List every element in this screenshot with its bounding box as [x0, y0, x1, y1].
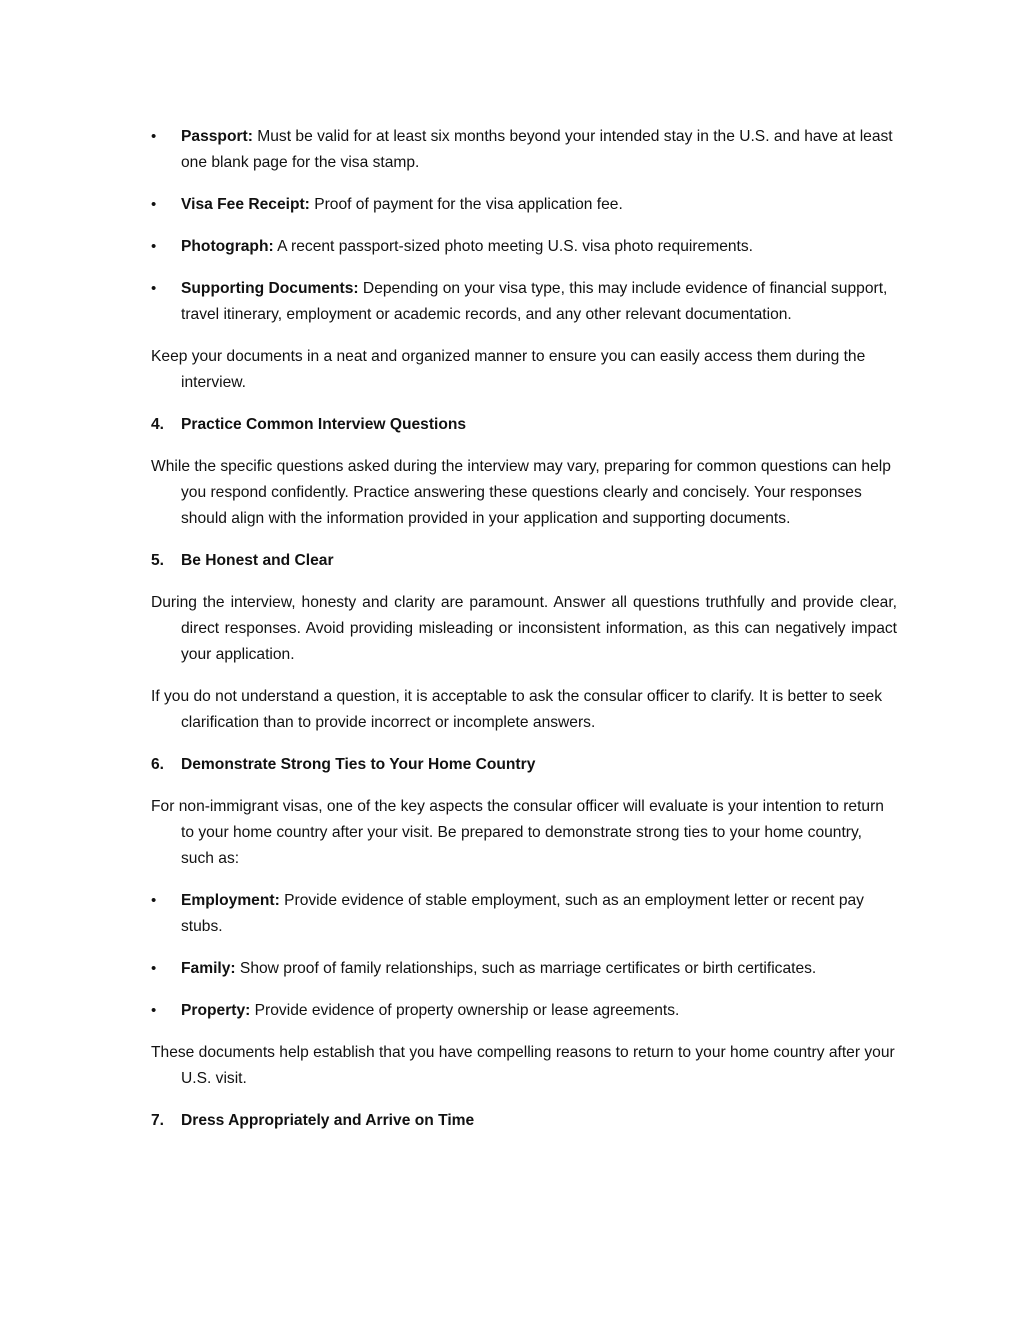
paragraph-keep-documents: Keep your documents in a neat and organized manner to ensure you can easily access them during the interview.: [151, 348, 866, 391]
bullet-term: Passport:: [181, 128, 253, 145]
bullet-item-visa-fee: [151, 192, 897, 218]
bullet-text: Depending on your visa type, this may include evidence of financial support, travel itinerary, employment or academic records, and any other relevant documentation.: [181, 280, 888, 323]
section-heading-4: [151, 412, 897, 438]
bullet-item-family: [151, 956, 897, 982]
bullet-dot: •: [151, 238, 157, 255]
bullet-dot: •: [151, 128, 157, 145]
bullet-text: Provide evidence of property ownership or lease agreements.: [250, 1002, 680, 1019]
bullet-text: Proof of payment for the visa application fee.: [309, 196, 623, 213]
bullet-term: Visa Fee Receipt:: [181, 196, 310, 213]
bullet-term: Employment:: [181, 892, 280, 909]
bullet-item-property: [151, 998, 897, 1024]
bullet-dot: •: [151, 196, 157, 213]
section-title: Be Honest and Clear: [181, 552, 334, 569]
paragraph-section-5a: During the interview, honesty and clarity are paramount. Answer all questions truthfully and provide clear, direct responses. Avoid providing misleading or inconsistent information, as this can negatively impact your application.: [151, 594, 897, 663]
section-heading-7: [151, 1108, 897, 1134]
bullet-item-photograph: [151, 234, 897, 260]
section-title: Demonstrate Strong Ties to Your Home Country: [181, 756, 536, 773]
section-heading-5: [151, 548, 897, 574]
bullet-text: Must be valid for at least six months beyond your intended stay in the U.S. and have at least one blank page for the visa stamp.: [181, 128, 893, 171]
section-number: 4.: [151, 416, 165, 433]
paragraph-section-6: For non-immigrant visas, one of the key aspects the consular officer will evaluate is your intention to return to your home country after your visit. Be prepared to demonstrate strong ties to your home country, such as:: [151, 798, 884, 867]
paragraph-section-6b: These documents help establish that you have compelling reasons to return to your home country after your U.S. visit.: [151, 1044, 895, 1087]
document-page: [151, 124, 897, 1150]
bullet-term: Photograph:: [181, 238, 274, 255]
section-number: 6.: [151, 756, 165, 773]
bullet-item-passport: [151, 124, 897, 176]
bullet-term: Property:: [181, 1002, 251, 1019]
bullet-term: Family:: [181, 960, 236, 977]
bullet-item-supporting-documents: [151, 276, 897, 328]
bullet-dot: •: [151, 960, 157, 977]
bullet-item-employment: [151, 888, 897, 940]
paragraph-section-4: While the specific questions asked during the interview may vary, preparing for common questions can help you respond confidently. Practice answering these questions clearly and concisely. Your responses should align with the information provided in your application and supporting documents.: [151, 458, 891, 527]
bullet-term: Supporting Documents:: [181, 280, 359, 297]
bullet-text: A recent passport-sized photo meeting U.S. visa photo requirements.: [273, 238, 754, 255]
bullet-dot: •: [151, 1002, 157, 1019]
section-number: 5.: [151, 552, 165, 569]
bullet-dot: •: [151, 280, 157, 297]
paragraph-section-5b: If you do not understand a question, it is acceptable to ask the consular officer to clarify. It is better to seek clarification than to provide incorrect or incomplete answers.: [151, 688, 883, 731]
section-title: Dress Appropriately and Arrive on Time: [181, 1112, 475, 1129]
bullet-text: Show proof of family relationships, such as marriage certificates or birth certificates.: [235, 960, 817, 977]
bullet-dot: •: [151, 892, 157, 909]
bullet-text: Provide evidence of stable employment, such as an employment letter or recent pay stubs.: [181, 892, 864, 935]
section-title: Practice Common Interview Questions: [181, 416, 467, 433]
section-heading-6: [151, 752, 897, 778]
section-number: 7.: [151, 1112, 165, 1129]
